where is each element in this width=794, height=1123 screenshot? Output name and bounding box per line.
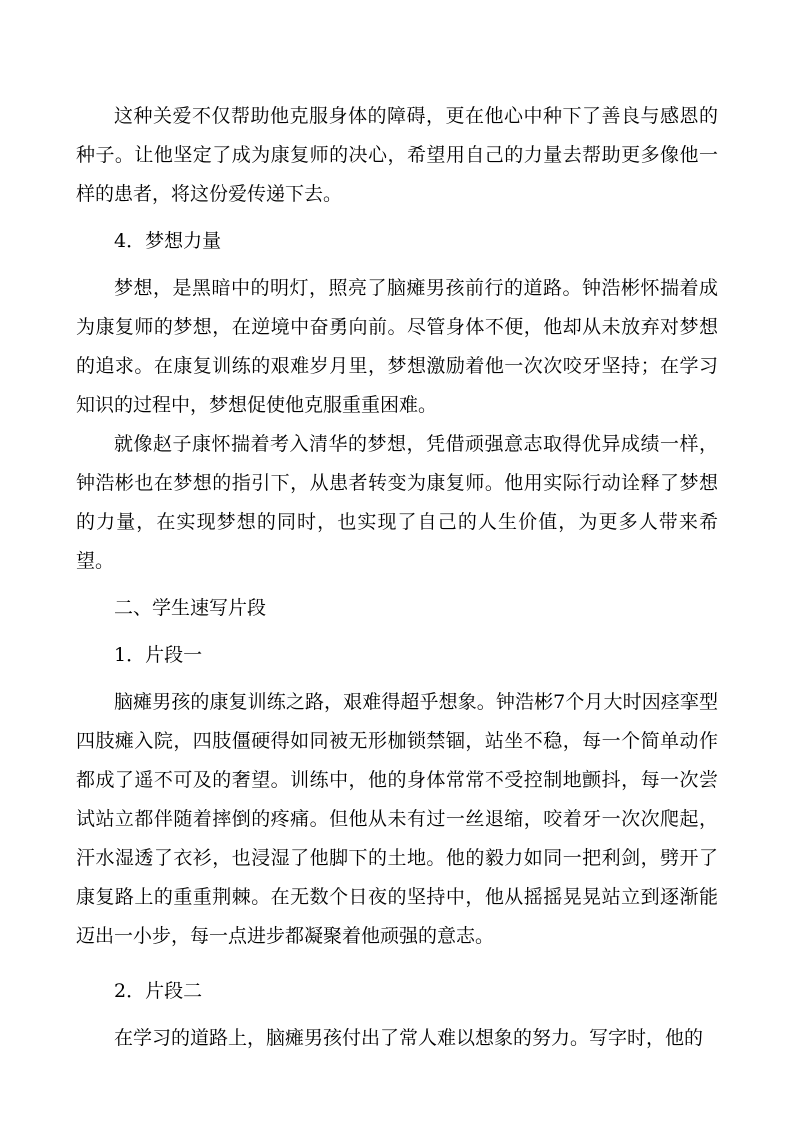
heading-dream-power: 4．梦想力量 bbox=[114, 230, 222, 252]
paragraph-rehab-training: 脑瘫男孩的康复训练之路，艰难得超乎想象。钟浩彬7个月大时因痉挛型四肢瘫入院，四肢僵硬得如同被无形枷锁禁锢，站坐不稳，每一个简单动作都成了遥不可及的奢望。训练中，他的身体常常不受控制地颤抖，每一次尝试站立都伴随着摔倒的疼痛。但他从未有过一丝退缩，咬着牙一次次爬起，汗水湿透了衣衫，也浸湿了他脚下的土地。他的毅力如同一把利剑，劈开了康复路上的重重荆棘。在无数个日夜的坚持中，他从摇摇晃晃站立到逐渐能迈出一小步，每一点进步都凝聚着他顽强的意志。 bbox=[76, 691, 718, 947]
paragraph-dream-light: 梦想，是黑暗中的明灯，照亮了脑瘫男孩前行的道路。钟浩彬怀揣着成为康复师的梦想，在逆境中奋勇向前。尽管身体不便，他却从未放弃对梦想的追求。在康复训练的艰难岁月里，梦想激励着他一次次咬牙坚持；在学习知识的过程中，梦想促使他克服重重困难。 bbox=[76, 277, 718, 416]
paragraph-study-effort: 在学习的道路上，脑瘫男孩付出了常人难以想象的努力。写字时，他的 bbox=[114, 1027, 704, 1049]
document-body bbox=[76, 97, 718, 1058]
heading-fragment-two: 2．片段二 bbox=[114, 980, 203, 1002]
heading-fragment-one: 1．片段一 bbox=[114, 644, 203, 666]
heading-student-sketch: 二、学生速写片段 bbox=[114, 597, 267, 619]
paragraph-care-seed: 这种关爱不仅帮助他克服身体的障碍，更在他心中种下了善良与感恩的种子。让他坚定了成为康复师的决心，希望用自己的力量去帮助更多像他一样的患者，将这份爱传递下去。 bbox=[76, 105, 718, 205]
paragraph-dream-example: 就像赵子康怀揣着考入清华的梦想，凭借顽强意志取得优异成绩一样，钟浩彬也在梦想的指引下，从患者转变为康复师。他用实际行动诠释了梦想的力量，在实现梦想的同时，也实现了自己的人生价值，为更多人带来希望。 bbox=[76, 433, 718, 572]
